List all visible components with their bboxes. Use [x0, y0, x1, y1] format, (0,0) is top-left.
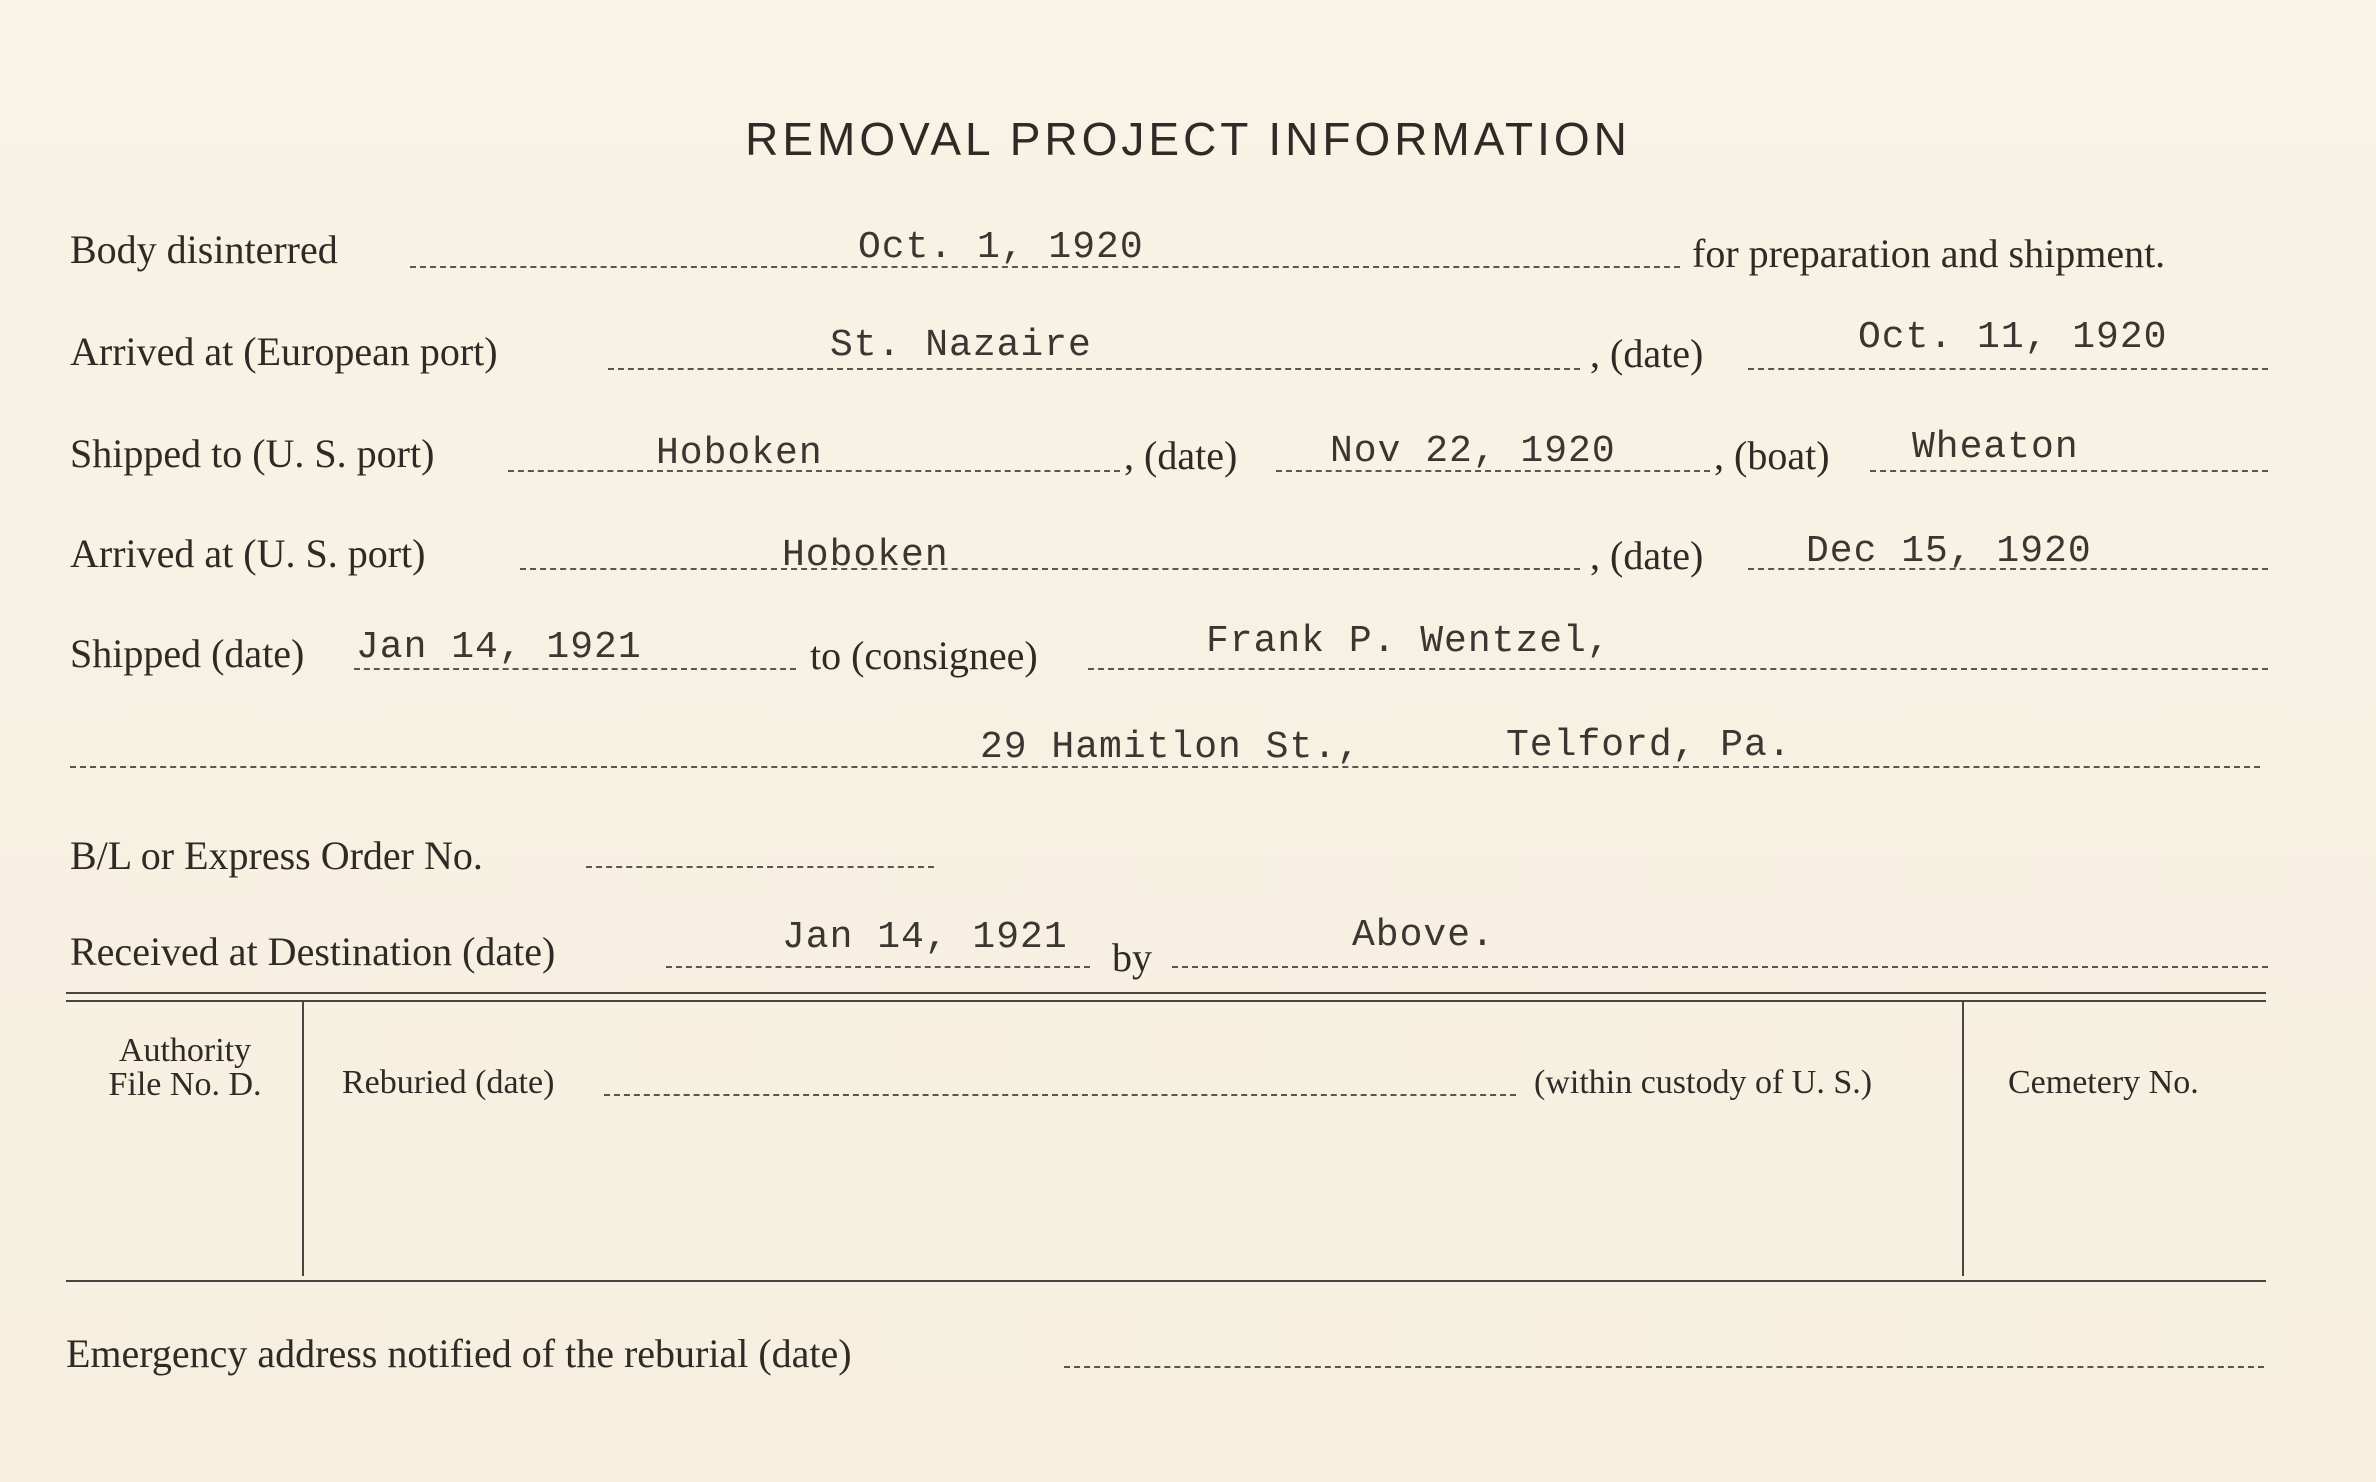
arrived-european-date-line: [1748, 368, 2268, 370]
emergency-line: [1064, 1366, 2264, 1368]
address-city: Telford, Pa.: [1506, 724, 1792, 767]
reburied-label: Reburied (date): [342, 1064, 555, 1101]
reburied-line: [604, 1094, 1516, 1096]
arrived-european-date: Oct. 11, 1920: [1858, 316, 2168, 359]
arrived-us-port: Hoboken: [782, 534, 949, 577]
received-by-value: Above.: [1352, 914, 1495, 957]
table-bottom-rule: [66, 1280, 2266, 1282]
address-street: 29 Hamitlon St.,: [980, 726, 1361, 769]
received-by-line: [1172, 966, 2268, 968]
arrived-us-label: Arrived at (U. S. port): [70, 531, 426, 576]
table-top-rule-1: [66, 992, 2266, 994]
received-by-label: by: [1112, 935, 1152, 980]
arrived-european-date-label: , (date): [1590, 331, 1704, 376]
card-title: REMOVAL PROJECT INFORMATION: [745, 113, 1631, 165]
custody-label: (within custody of U. S.): [1534, 1064, 1873, 1101]
table-divider-left: [302, 1002, 304, 1276]
body-disinterred-suffix: for preparation and shipment.: [1692, 231, 2166, 276]
arrived-us-line: [520, 568, 1580, 570]
arrived-european-line: [608, 368, 1580, 370]
consignee-value: Frank P. Wentzel,: [1206, 620, 1611, 663]
consignee-label: to (consignee): [810, 633, 1038, 678]
shipped-to-date-label: , (date): [1124, 433, 1238, 478]
shipped-to-boat-line: [1870, 470, 2268, 472]
consignee-line: [1088, 668, 2268, 670]
received-date-line: [666, 966, 1090, 968]
arrived-us-date: Dec 15, 1920: [1806, 530, 2092, 573]
received-label: Received at Destination (date): [70, 929, 556, 974]
received-date-value: Jan 14, 1921: [782, 916, 1068, 959]
arrived-european-label: Arrived at (European port): [70, 329, 498, 374]
cemetery-label: Cemetery No.: [2008, 1064, 2199, 1101]
bl-order-line: [586, 866, 934, 868]
authority-label-line2: File No. D.: [108, 1066, 262, 1103]
shipped-date-label: Shipped (date): [70, 631, 305, 676]
authority-label-line1: Authority: [118, 1032, 252, 1069]
shipped-to-port: Hoboken: [656, 432, 823, 475]
arrived-us-date-label: , (date): [1590, 533, 1704, 578]
shipped-to-boat-label: , (boat): [1714, 433, 1830, 478]
table-divider-right: [1962, 1002, 1964, 1276]
shipped-to-boat: Wheaton: [1912, 426, 2079, 469]
shipped-to-label: Shipped to (U. S. port): [70, 431, 435, 476]
shipped-date-value: Jan 14, 1921: [356, 626, 642, 669]
shipped-to-date: Nov 22, 1920: [1330, 430, 1616, 473]
table-top-rule-2: [66, 1000, 2266, 1002]
arrived-european-port: St. Nazaire: [830, 324, 1092, 367]
bl-order-label: B/L or Express Order No.: [70, 833, 483, 878]
body-disinterred-value: Oct. 1, 1920: [858, 226, 1144, 269]
body-disinterred-label: Body disinterred: [70, 227, 338, 272]
emergency-label: Emergency address notified of the reburial (date): [66, 1331, 852, 1376]
